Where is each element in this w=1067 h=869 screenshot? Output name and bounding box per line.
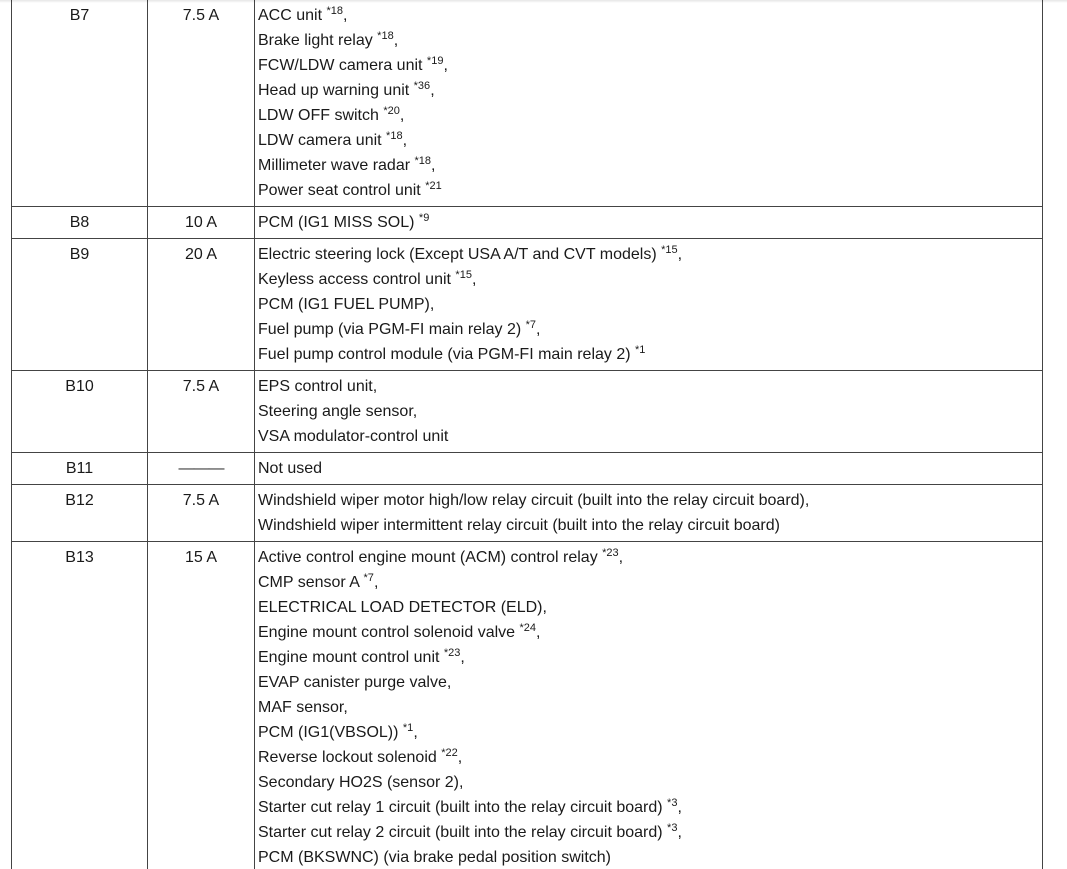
fuse-number: B12	[12, 485, 148, 542]
circuit-line	[258, 770, 1039, 795]
fuse-number: B8	[12, 207, 148, 239]
circuit-text: EVAP canister purge valve,	[258, 674, 452, 691]
circuit-line	[258, 488, 1039, 513]
circuit-text: VSA modulator-control unit	[258, 428, 449, 445]
circuit-text: Head up warning unit	[258, 82, 414, 99]
circuit-line	[258, 570, 1039, 595]
circuit-text: Engine mount control solenoid valve	[258, 624, 520, 641]
circuit-text: Secondary HO2S (sensor 2),	[258, 774, 464, 791]
circuit-description	[255, 0, 1043, 207]
circuit-punct: ,	[536, 624, 541, 641]
circuit-punct: ,	[373, 574, 379, 591]
circuit-line	[258, 820, 1039, 845]
circuit-text: LDW camera unit	[258, 132, 387, 149]
circuit-punct: ,	[399, 107, 405, 124]
circuit-punct: ,	[402, 132, 408, 149]
circuit-line	[258, 317, 1039, 342]
fuse-table	[11, 0, 1043, 869]
footnote-ref: *18	[414, 155, 432, 167]
fuse-number: B9	[12, 239, 148, 371]
circuit-text: Millimeter wave radar	[258, 157, 415, 174]
circuit-line	[258, 78, 1039, 103]
circuit-line	[258, 128, 1039, 153]
circuit-text: Fuel pump (via PGM-FI main relay 2)	[258, 321, 526, 338]
circuit-line	[258, 53, 1039, 78]
fuse-amperage: 10 A	[148, 207, 255, 239]
circuit-text: Windshield wiper motor high/low relay circuit (built into the relay circuit board),	[258, 492, 810, 509]
fuse-number: B11	[12, 453, 148, 485]
circuit-punct: ,	[677, 246, 683, 263]
circuit-text: PCM (IG1 FUEL PUMP),	[258, 296, 435, 313]
footnote-ref: *24	[519, 622, 537, 634]
circuit-line	[258, 795, 1039, 820]
circuit-line	[258, 103, 1039, 128]
circuit-text: Fuel pump control module (via PGM-FI main relay 2)	[258, 346, 636, 363]
circuit-punct: ,	[431, 157, 436, 174]
circuit-text: Starter cut relay 1 circuit (built into the relay circuit board)	[258, 799, 668, 816]
circuit-punct: ,	[677, 799, 682, 816]
circuit-text: PCM (IG1 MISS SOL)	[258, 214, 419, 231]
footnote-ref: *7	[363, 572, 374, 584]
table-row	[12, 207, 1043, 239]
circuit-text: LDW OFF switch	[258, 107, 384, 124]
circuit-punct: ,	[413, 724, 418, 741]
circuit-line	[258, 242, 1039, 267]
footnote-ref: *3	[667, 822, 678, 834]
footnote-ref: *18	[386, 130, 403, 142]
circuit-line	[258, 720, 1039, 745]
circuit-line	[258, 28, 1039, 53]
circuit-punct: ,	[536, 321, 541, 338]
fuse-amperage: 7.5 A	[148, 371, 255, 453]
circuit-line	[258, 513, 1039, 538]
footnote-ref: *23	[602, 547, 619, 559]
circuit-punct: ,	[677, 824, 682, 841]
circuit-text: Keyless access control unit	[258, 271, 456, 288]
circuit-line	[258, 3, 1039, 28]
circuit-punct: ,	[430, 82, 435, 99]
circuit-description	[255, 207, 1043, 239]
circuit-text: Electric steering lock (Except USA A/T and CVT models)	[258, 246, 662, 263]
circuit-text: PCM (BKSWNC) (via brake pedal position switch)	[258, 849, 611, 866]
footnote-ref: *19	[426, 55, 444, 67]
circuit-line	[258, 845, 1039, 869]
circuit-text: MAF sensor,	[258, 699, 348, 716]
circuit-text: FCW/LDW camera unit	[258, 57, 427, 74]
circuit-line	[258, 399, 1039, 424]
circuit-punct: ,	[471, 271, 477, 288]
footnote-ref: *15	[661, 244, 678, 256]
circuit-line	[258, 210, 1039, 235]
circuit-text: Engine mount control unit	[258, 649, 444, 666]
circuit-text: Reverse lockout solenoid	[258, 749, 442, 766]
circuit-text: Starter cut relay 2 circuit (built into the relay circuit board)	[258, 824, 668, 841]
top-scroll-shadow	[0, 0, 1067, 3]
circuit-line	[258, 645, 1039, 670]
circuit-line	[258, 342, 1039, 367]
circuit-punct: ,	[457, 749, 463, 766]
fuse-number: B7	[12, 0, 148, 207]
circuit-line	[258, 456, 1039, 481]
circuit-line	[258, 545, 1039, 570]
circuit-line	[258, 178, 1039, 203]
fuse-number: B13	[12, 542, 148, 869]
footnote-ref: *23	[443, 647, 461, 659]
table-row	[12, 239, 1043, 371]
footnote-ref: *1	[635, 344, 646, 356]
circuit-text: EPS control unit,	[258, 378, 378, 395]
circuit-description	[255, 453, 1043, 485]
circuit-text: Windshield wiper intermittent relay circuit (built into the relay circuit board)	[258, 517, 780, 534]
circuit-text: ELECTRICAL LOAD DETECTOR (ELD),	[258, 599, 547, 616]
circuit-text: Not used	[258, 460, 323, 477]
circuit-line	[258, 595, 1039, 620]
circuit-description	[255, 371, 1043, 453]
table-row	[12, 542, 1043, 869]
circuit-punct: ,	[460, 649, 465, 666]
table-row	[12, 485, 1043, 542]
circuit-punct: ,	[618, 549, 624, 566]
footnote-ref: *7	[525, 319, 537, 331]
circuit-description	[255, 485, 1043, 542]
circuit-line	[258, 267, 1039, 292]
circuit-text: CMP sensor A	[258, 574, 364, 591]
circuit-line	[258, 745, 1039, 770]
circuit-text: PCM (IG1(VBSOL))	[258, 724, 403, 741]
footnote-ref: *20	[383, 105, 400, 117]
table-row	[12, 371, 1043, 453]
circuit-text: Power seat control unit	[258, 182, 426, 199]
fuse-amperage: 7.5 A	[148, 485, 255, 542]
footnote-ref: *18	[377, 30, 394, 42]
circuit-text: Brake light relay	[258, 32, 378, 49]
circuit-punct: ,	[393, 32, 399, 49]
fuse-table-body	[12, 0, 1043, 869]
fuse-amperage: 15 A	[148, 542, 255, 869]
circuit-line	[258, 670, 1039, 695]
circuit-text: Steering angle sensor,	[258, 403, 418, 420]
circuit-punct: ,	[443, 57, 448, 74]
fuse-amperage: ———	[148, 453, 255, 485]
fuse-number: B10	[12, 371, 148, 453]
footnote-ref: *18	[326, 5, 343, 17]
circuit-line	[258, 620, 1039, 645]
circuit-line	[258, 424, 1039, 449]
circuit-line	[258, 292, 1039, 317]
fuse-amperage: 20 A	[148, 239, 255, 371]
table-row	[12, 0, 1043, 207]
footnote-ref: *9	[418, 212, 430, 224]
fuse-amperage: 7.5 A	[148, 0, 255, 207]
circuit-line	[258, 153, 1039, 178]
footnote-ref: *15	[455, 269, 472, 281]
footnote-ref: *21	[425, 180, 442, 192]
circuit-line	[258, 374, 1039, 399]
footnote-ref: *1	[402, 722, 414, 734]
circuit-text: ACC unit	[258, 7, 327, 24]
table-row	[12, 453, 1043, 485]
footnote-ref: *3	[667, 797, 678, 809]
circuit-text: Active control engine mount (ACM) control relay	[258, 549, 603, 566]
circuit-description	[255, 239, 1043, 371]
circuit-punct: ,	[343, 7, 348, 24]
circuit-description	[255, 542, 1043, 869]
footnote-ref: *36	[413, 80, 431, 92]
circuit-line	[258, 695, 1039, 720]
footnote-ref: *22	[441, 747, 458, 759]
